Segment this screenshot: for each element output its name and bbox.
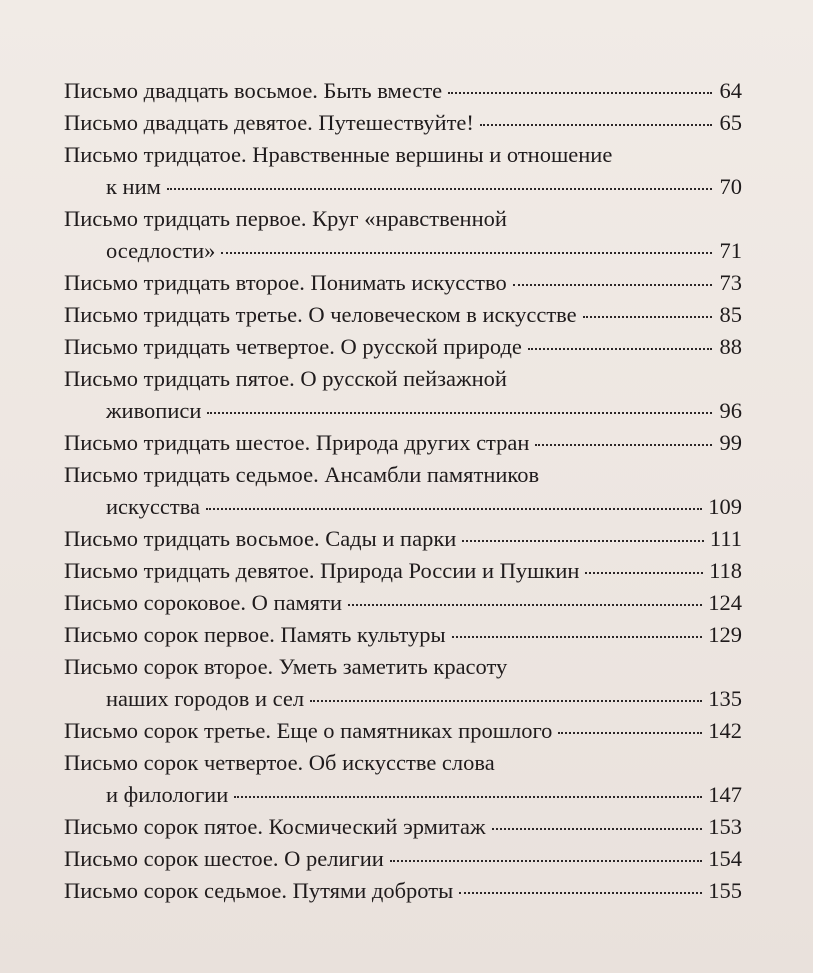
toc-entry (64, 267, 742, 299)
toc-entry (64, 523, 742, 555)
toc-entry-title: Письмо тридцатое. Нравственные вершины и отношение (64, 142, 613, 167)
toc-entry (64, 363, 742, 427)
toc-entry (64, 811, 742, 843)
toc-entry (64, 203, 742, 267)
toc-entry-continuation (64, 235, 742, 267)
toc-page-number: 155 (708, 878, 742, 903)
dot-leader (221, 252, 712, 254)
toc-entry (64, 75, 742, 107)
toc-entry (64, 843, 742, 875)
toc-entry-line (64, 843, 742, 875)
toc-page-number: 135 (708, 686, 742, 711)
toc-entry-line (64, 299, 742, 331)
toc-entry-line (64, 107, 742, 139)
toc-entry-continuation (64, 683, 742, 715)
dot-leader (310, 700, 702, 702)
toc-page-number: 124 (708, 590, 742, 615)
toc-entry-title: к ним (106, 174, 161, 199)
toc-page-number: 73 (719, 270, 742, 295)
dot-leader (535, 444, 712, 446)
toc-page-number: 99 (719, 430, 742, 455)
toc-page-number: 65 (719, 110, 742, 135)
toc-entry-line (64, 555, 742, 587)
toc-entry (64, 651, 742, 715)
dot-leader (513, 284, 712, 286)
toc-entry-title: Письмо сорок шестое. О религии (64, 846, 384, 871)
dot-leader (462, 540, 704, 542)
toc-page-number: 70 (719, 174, 742, 199)
dot-leader (207, 412, 712, 414)
toc-entry-title: Письмо тридцать пятое. О русской пейзажной (64, 366, 507, 391)
toc-entry-title: Письмо сорок первое. Память культуры (64, 622, 446, 647)
toc-entry-continuation (64, 171, 742, 203)
dot-leader (528, 348, 712, 350)
toc-entry-title: Письмо тридцать девятое. Природа России и Пушкин (64, 558, 580, 583)
table-of-contents (64, 75, 742, 907)
toc-entry (64, 747, 742, 811)
toc-entry-continuation (64, 779, 742, 811)
toc-page-number: 96 (719, 398, 742, 423)
toc-entry-title: Письмо тридцать четвертое. О русской природе (64, 334, 522, 359)
toc-page-number: 153 (708, 814, 742, 839)
toc-entry-title: Письмо сорок третье. Еще о памятниках прошлого (64, 718, 553, 743)
toc-entry-line (64, 75, 742, 107)
toc-entry-line (64, 715, 742, 747)
toc-page-number: 85 (719, 302, 742, 327)
toc-page-number: 111 (709, 526, 742, 551)
toc-entry-title: Письмо сорок пятое. Космический эрмитаж (64, 814, 486, 839)
toc-entry (64, 875, 742, 907)
toc-entry-title: Письмо двадцать девятое. Путешествуйте! (64, 110, 474, 135)
toc-entry-title: оседлости» (106, 238, 216, 263)
toc-entry-title: Письмо сорок седьмое. Путями доброты (64, 878, 454, 903)
toc-entry-title: наших городов и сел (106, 686, 305, 711)
toc-entry-line (64, 363, 742, 395)
toc-page-number: 129 (708, 622, 742, 647)
toc-entry-line (64, 267, 742, 299)
dot-leader (480, 124, 712, 126)
toc-entry-line (64, 619, 742, 651)
toc-entry-title: Письмо сороковое. О памяти (64, 590, 343, 615)
toc-entry-title: Письмо тридцать первое. Круг «нравственной (64, 206, 507, 231)
toc-entry-line (64, 811, 742, 843)
toc-entry-title: Письмо тридцать восьмое. Сады и парки (64, 526, 457, 551)
dot-leader (448, 92, 712, 94)
toc-entry (64, 587, 742, 619)
toc-entry-line (64, 427, 742, 459)
dot-leader (206, 508, 702, 510)
toc-page-number: 154 (708, 846, 742, 871)
toc-entry-line (64, 747, 742, 779)
toc-entry-title: Письмо двадцать восьмое. Быть вместе (64, 78, 443, 103)
dot-leader (558, 732, 702, 734)
toc-entry-title: Письмо тридцать второе. Понимать искусство (64, 270, 507, 295)
dot-leader (583, 316, 712, 318)
toc-entry-title: живописи (106, 398, 202, 423)
dot-leader (390, 860, 702, 862)
toc-page-number: 118 (709, 558, 742, 583)
toc-entry-continuation (64, 395, 742, 427)
toc-page-number: 71 (719, 238, 742, 263)
toc-entry (64, 715, 742, 747)
dot-leader (234, 796, 702, 798)
toc-entry (64, 331, 742, 363)
toc-entry-title: Письмо тридцать третье. О человеческом в искусстве (64, 302, 577, 327)
toc-entry-line (64, 523, 742, 555)
toc-entry (64, 555, 742, 587)
toc-page-number: 109 (708, 494, 742, 519)
toc-entry-title: Письмо сорок второе. Уметь заметить красоту (64, 654, 508, 679)
dot-leader (492, 828, 703, 830)
toc-entry-line (64, 139, 742, 171)
toc-entry-line (64, 459, 742, 491)
toc-entry-line (64, 203, 742, 235)
toc-page-number: 142 (708, 718, 742, 743)
toc-entry (64, 139, 742, 203)
toc-entry (64, 619, 742, 651)
toc-entry-line (64, 331, 742, 363)
dot-leader (452, 636, 703, 638)
toc-entry-line (64, 587, 742, 619)
dot-leader (585, 572, 703, 574)
toc-entry (64, 107, 742, 139)
toc-entry-title: искусства (106, 494, 201, 519)
toc-entry-title: Письмо тридцать седьмое. Ансамбли памятников (64, 462, 540, 487)
toc-entry-title: Письмо тридцать шестое. Природа других стран (64, 430, 530, 455)
toc-entry-line (64, 875, 742, 907)
dot-leader (167, 188, 712, 190)
dot-leader (459, 892, 702, 894)
dot-leader (348, 604, 702, 606)
toc-page-number: 88 (719, 334, 742, 359)
toc-entry (64, 299, 742, 331)
toc-entry-line (64, 651, 742, 683)
toc-entry (64, 459, 742, 523)
toc-entry (64, 427, 742, 459)
toc-page-number: 64 (719, 78, 742, 103)
toc-page-number: 147 (708, 782, 742, 807)
toc-entry-continuation (64, 491, 742, 523)
toc-entry-title: Письмо сорок четвертое. Об искусстве слова (64, 750, 495, 775)
toc-entry-title: и филологии (106, 782, 229, 807)
